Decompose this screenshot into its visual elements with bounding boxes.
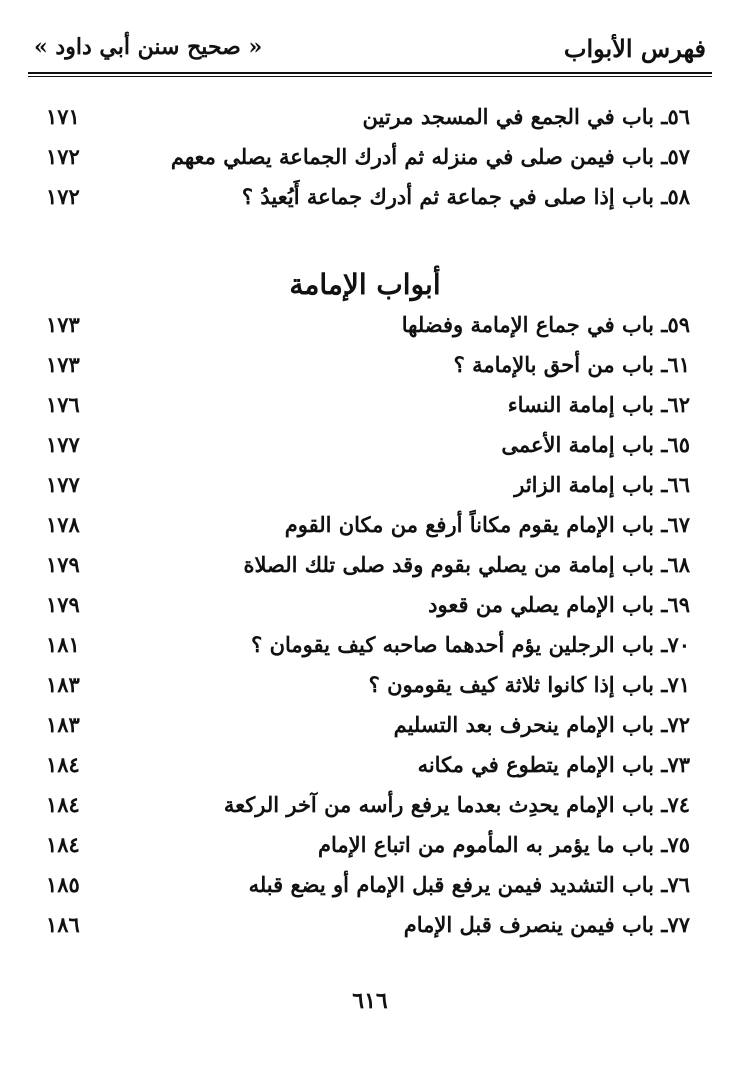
index-entry bbox=[40, 708, 690, 748]
index-entry bbox=[40, 428, 690, 468]
index-entry bbox=[40, 908, 690, 948]
section-heading bbox=[40, 220, 690, 308]
index-entries bbox=[40, 100, 690, 948]
entry-title: ٧٠ـ باب الرجلين يؤم أحدهما صاحبه كيف يقومان ؟ bbox=[251, 632, 690, 657]
index-entry bbox=[40, 548, 690, 588]
index-entry bbox=[40, 508, 690, 548]
index-title: فهرس الأبواب bbox=[563, 34, 706, 63]
index-entry bbox=[40, 140, 690, 180]
entry-title: ٧٣ـ باب الإمام يتطوع في مكانه bbox=[417, 752, 690, 777]
entry-page-number: ١٨١ bbox=[46, 632, 80, 657]
entry-title: ٦٥ـ باب إمامة الأعمى bbox=[501, 432, 690, 457]
header-rule-thin bbox=[28, 76, 712, 77]
entry-title: ٦٨ـ باب إمامة من يصلي بقوم وقد صلى تلك الصلاة bbox=[243, 552, 690, 577]
entry-title: ٦٦ـ باب إمامة الزائر bbox=[514, 472, 690, 497]
entry-page-number: ١٧٣ bbox=[46, 352, 80, 377]
entry-page-number: ١٨٦ bbox=[46, 912, 80, 937]
page-number: ٦١٦ bbox=[352, 988, 388, 1014]
entry-title: ٧٤ـ باب الإمام يحدِث بعدما يرفع رأسه من آخر الركعة bbox=[223, 792, 690, 817]
entry-title: ٦٧ـ باب الإمام يقوم مكاناً أرفع من مكان القوم bbox=[284, 512, 690, 537]
entry-page-number: ١٧١ bbox=[46, 104, 80, 129]
index-entry bbox=[40, 628, 690, 668]
entry-page-number: ١٧٨ bbox=[46, 512, 80, 537]
index-entry bbox=[40, 180, 690, 220]
entry-title: ٧٥ـ باب ما يؤمر به المأموم من اتباع الإمام bbox=[317, 832, 690, 857]
entry-title: ٧٦ـ باب التشديد فيمن يرفع قبل الإمام أو يضع قبله bbox=[248, 872, 690, 897]
entry-title: ٧٢ـ باب الإمام ينحرف بعد التسليم bbox=[393, 712, 690, 737]
entry-page-number: ١٧٣ bbox=[46, 312, 80, 337]
entry-page-number: ١٧٧ bbox=[46, 432, 80, 457]
entry-page-number: ١٧٧ bbox=[46, 472, 80, 497]
entry-page-number: ١٨٣ bbox=[46, 712, 80, 737]
entry-title: ٥٨ـ باب إذا صلى في جماعة ثم أدرك جماعة أَيُعيدُ ؟ bbox=[241, 184, 690, 209]
entry-page-number: ١٧٩ bbox=[46, 552, 80, 577]
entry-title: ٥٩ـ باب في جماع الإمامة وفضلها bbox=[401, 312, 690, 337]
entry-page-number: ١٧٢ bbox=[46, 184, 80, 209]
index-entry bbox=[40, 388, 690, 428]
index-entry bbox=[40, 348, 690, 388]
entry-page-number: ١٨٣ bbox=[46, 672, 80, 697]
header-rule bbox=[28, 72, 712, 74]
section-heading-text: أبواب الإمامة bbox=[289, 268, 441, 301]
index-entry bbox=[40, 868, 690, 908]
running-header bbox=[28, 28, 712, 68]
entry-title: ٧١ـ باب إذا كانوا ثلاثة كيف يقومون ؟ bbox=[368, 672, 690, 697]
book-title: « صحيح سنن أبي داود » bbox=[34, 34, 263, 60]
index-entry bbox=[40, 308, 690, 348]
index-entry bbox=[40, 828, 690, 868]
index-entry bbox=[40, 468, 690, 508]
index-entry bbox=[40, 788, 690, 828]
entry-title: ٦١ـ باب من أحق بالإمامة ؟ bbox=[453, 352, 690, 377]
entry-title: ٦٢ـ باب إمامة النساء bbox=[507, 392, 690, 417]
index-entry bbox=[40, 100, 690, 140]
entry-title: ٦٩ـ باب الإمام يصلي من قعود bbox=[428, 592, 690, 617]
index-entry bbox=[40, 748, 690, 788]
entry-title: ٥٦ـ باب في الجمع في المسجد مرتين bbox=[362, 104, 690, 129]
index-entry bbox=[40, 668, 690, 708]
entry-page-number: ١٨٤ bbox=[46, 792, 80, 817]
index-entry bbox=[40, 588, 690, 628]
entry-page-number: ١٧٩ bbox=[46, 592, 80, 617]
entry-page-number: ١٨٥ bbox=[46, 872, 80, 897]
entry-page-number: ١٨٤ bbox=[46, 752, 80, 777]
entry-title: ٧٧ـ باب فيمن ينصرف قبل الإمام bbox=[403, 912, 690, 937]
entry-title: ٥٧ـ باب فيمن صلى في منزله ثم أدرك الجماعة يصلي معهم bbox=[170, 144, 690, 169]
entry-page-number: ١٨٤ bbox=[46, 832, 80, 857]
entry-page-number: ١٧٢ bbox=[46, 144, 80, 169]
entry-page-number: ١٧٦ bbox=[46, 392, 80, 417]
